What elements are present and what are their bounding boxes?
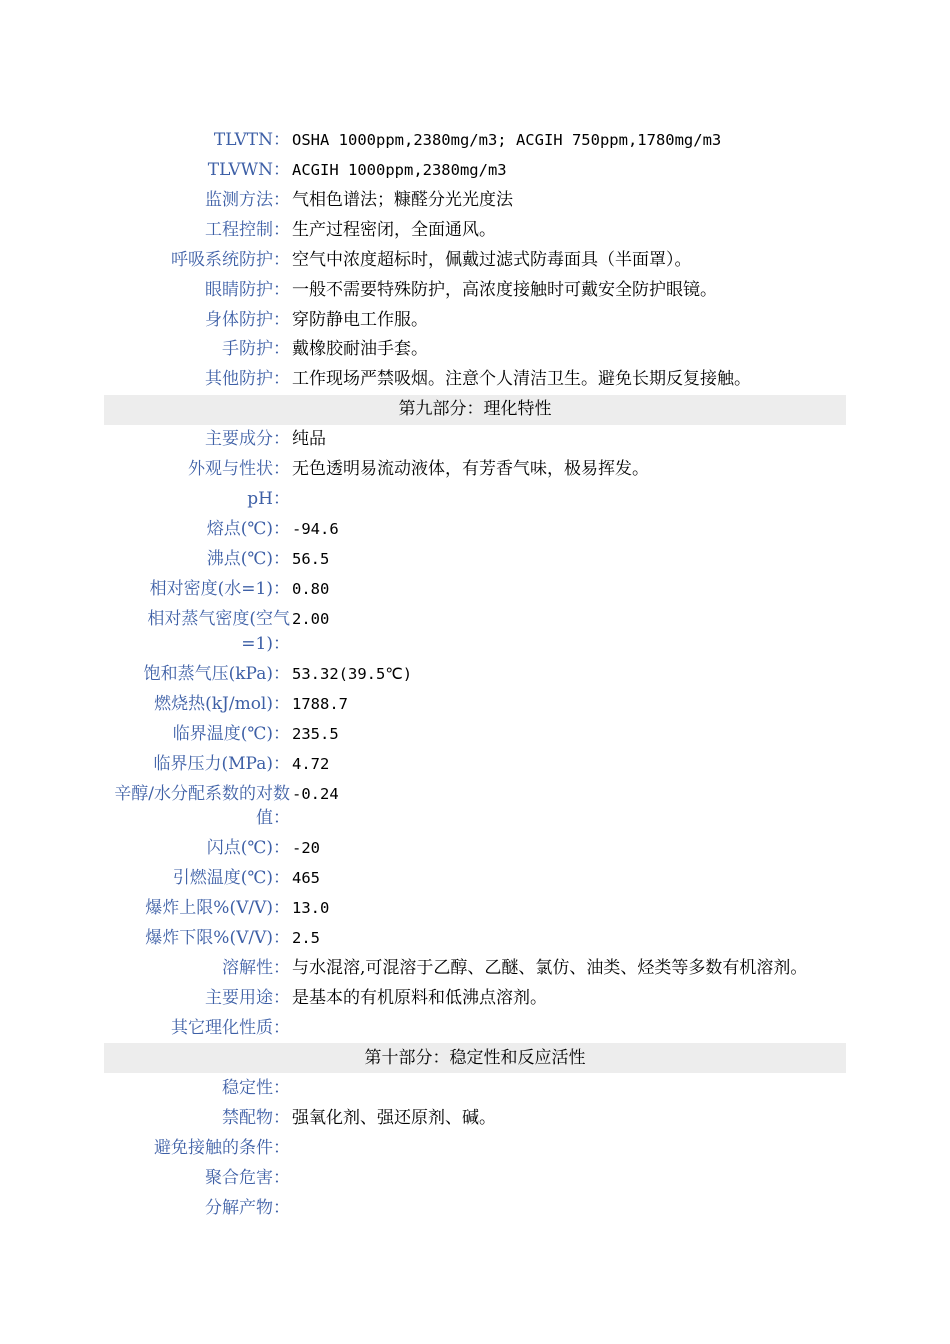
row-body-protection xyxy=(104,305,846,335)
row-log-kow xyxy=(104,779,846,834)
field-label: 溶解性： xyxy=(222,958,290,979)
row-decomposition-products xyxy=(104,1193,846,1223)
field-value: -94.6 xyxy=(292,520,339,539)
field-value: 与水混溶,可混溶于乙醇、乙醚、氯仿、油类、烃类等多数有机溶剂。 xyxy=(292,958,808,979)
field-value: 生产过程密闭，全面通风。 xyxy=(292,219,496,240)
field-value: 戴橡胶耐油手套。 xyxy=(292,339,428,360)
field-label: 手防护： xyxy=(222,339,290,360)
row-eye-protection xyxy=(104,275,846,305)
row-solubility xyxy=(104,953,846,983)
row-ignition-temperature xyxy=(104,863,846,893)
row-critical-pressure xyxy=(104,749,846,779)
row-vapor-density xyxy=(104,605,846,660)
field-label: 主要成分： xyxy=(205,429,290,450)
field-value: 强氧化剂、强还原剂、碱。 xyxy=(292,1107,496,1128)
field-value: ACGIH 1000ppm,2380mg/m3 xyxy=(292,160,507,179)
row-main-component xyxy=(104,425,846,455)
field-value: 13.0 xyxy=(292,899,330,918)
field-label: 沸点(℃)： xyxy=(206,549,290,570)
row-boiling-point xyxy=(104,545,846,575)
msds-sheet xyxy=(104,125,846,1223)
field-label: pH： xyxy=(247,489,290,510)
row-critical-temperature xyxy=(104,719,846,749)
row-flash-point xyxy=(104,834,846,864)
row-hand-protection xyxy=(104,335,846,365)
row-relative-density xyxy=(104,575,846,605)
row-other-protection xyxy=(104,365,846,395)
field-label: 眼睛防护： xyxy=(205,279,290,300)
field-value: -20 xyxy=(292,839,320,858)
section-title-physical-chemical: 第九部分：理化特性 xyxy=(104,395,846,425)
field-label: 工程控制： xyxy=(205,219,290,240)
row-vapor-pressure xyxy=(104,659,846,689)
field-label: 饱和蒸气压(kPa)： xyxy=(143,663,290,684)
row-appearance xyxy=(104,455,846,485)
row-incompatible-materials xyxy=(104,1103,846,1133)
row-lower-explosive-limit xyxy=(104,923,846,953)
row-tlvtn xyxy=(104,125,846,155)
field-label: 监测方法： xyxy=(205,189,290,210)
field-label: 临界温度(℃)： xyxy=(172,723,290,744)
row-ph xyxy=(104,485,846,515)
field-label: 主要用途： xyxy=(205,988,290,1009)
field-value: 气相色谱法；糠醛分光光度法 xyxy=(292,189,513,210)
section-title-stability-reactivity: 第十部分：稳定性和反应活性 xyxy=(104,1043,846,1073)
field-label: 其它理化性质： xyxy=(171,1018,290,1038)
row-main-use xyxy=(104,983,846,1013)
field-label: 聚合危害： xyxy=(205,1167,290,1188)
field-value: 465 xyxy=(292,869,320,888)
row-engineering-control xyxy=(104,215,846,245)
row-polymerization-hazard xyxy=(104,1163,846,1193)
field-label: 熔点(℃)： xyxy=(206,519,290,540)
row-stability xyxy=(104,1073,846,1103)
field-value: 是基本的有机原料和低沸点溶剂。 xyxy=(292,988,547,1009)
field-value: 穿防静电工作服。 xyxy=(292,309,428,330)
field-label: 其他防护： xyxy=(205,369,290,390)
field-value: 56.5 xyxy=(292,550,330,569)
field-value: 53.32(39.5℃) xyxy=(292,664,413,683)
field-label: 爆炸下限%(V/V)： xyxy=(145,928,290,949)
field-label: 禁配物： xyxy=(222,1107,290,1128)
field-value: 0.80 xyxy=(292,580,330,599)
field-value: 2.00 xyxy=(292,610,330,629)
field-label: TLVTN： xyxy=(213,129,290,150)
field-value: 一般不需要特殊防护，高浓度接触时可戴安全防护眼镜。 xyxy=(292,279,717,300)
row-respiratory-protection xyxy=(104,245,846,275)
field-value: 纯品 xyxy=(292,429,326,450)
field-label: 身体防护： xyxy=(205,309,290,330)
field-value: -0.24 xyxy=(292,784,339,803)
field-value: OSHA 1000ppm,2380mg/m3; ACGIH 750ppm,1780mg/m3 xyxy=(292,130,722,149)
row-upper-explosive-limit xyxy=(104,893,846,923)
row-tlvwn xyxy=(104,155,846,185)
field-value: 4.72 xyxy=(292,754,330,773)
field-label: 临界压力(MPa)： xyxy=(153,753,290,774)
field-value: 空气中浓度超标时，佩戴过滤式防毒面具（半面罩）。 xyxy=(292,249,692,270)
field-label: 辛醇/水分配系数的对数值： xyxy=(114,783,290,829)
field-label: 引燃温度(℃)： xyxy=(172,868,290,889)
field-label: TLVWN： xyxy=(207,159,290,180)
field-label: 爆炸上限%(V/V)： xyxy=(145,898,290,919)
field-value: 2.5 xyxy=(292,929,320,948)
field-label: 稳定性： xyxy=(222,1077,290,1098)
row-heat-of-combustion xyxy=(104,689,846,719)
field-label: 呼吸系统防护： xyxy=(171,249,290,270)
field-value: 235.5 xyxy=(292,724,339,743)
row-other-properties xyxy=(104,1013,846,1043)
row-monitoring-method xyxy=(104,185,846,215)
field-value: 工作现场严禁吸烟。注意个人清洁卫生。避免长期反复接触。 xyxy=(292,369,751,390)
field-value: 1788.7 xyxy=(292,694,348,713)
field-label: 燃烧热(kJ/mol)： xyxy=(154,693,290,714)
row-conditions-to-avoid xyxy=(104,1133,846,1163)
row-melting-point xyxy=(104,515,846,545)
field-label: 相对蒸气密度(空气=1)： xyxy=(147,609,290,654)
field-label: 闪点(℃)： xyxy=(206,838,290,859)
field-label: 外观与性状： xyxy=(188,459,290,480)
field-value: 无色透明易流动液体，有芳香气味，极易挥发。 xyxy=(292,459,649,480)
field-label: 相对密度(水=1)： xyxy=(149,579,290,600)
field-label: 分解产物： xyxy=(205,1197,290,1218)
field-label: 避免接触的条件： xyxy=(154,1137,290,1158)
